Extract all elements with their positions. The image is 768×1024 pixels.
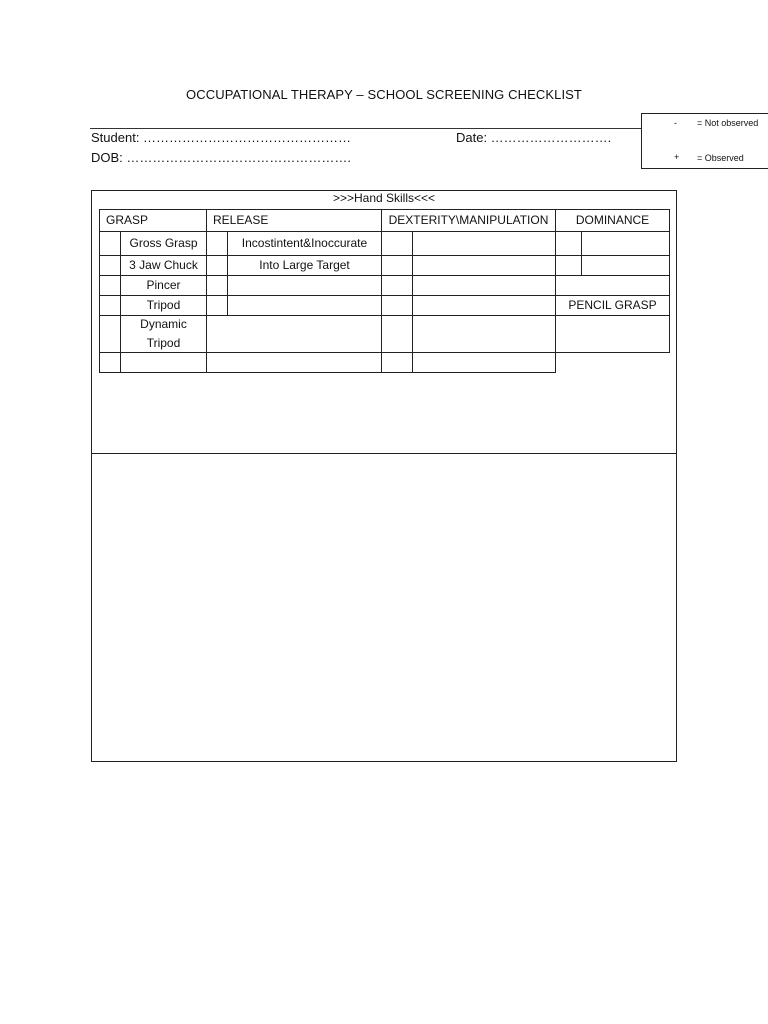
release-checkbox[interactable] <box>206 255 228 276</box>
header-divider <box>90 128 641 129</box>
release-header: RELEASE <box>206 209 382 232</box>
grasp-checkbox[interactable] <box>99 231 121 256</box>
release-checkbox[interactable] <box>206 231 228 256</box>
dob-field[interactable]: DOB: ……………………………………………. <box>91 150 352 165</box>
grasp-item: Tripod <box>120 295 207 316</box>
page-title: OCCUPATIONAL THERAPY – SCHOOL SCREENING CHECKLIST <box>186 87 582 102</box>
observed-symbol: + <box>674 152 680 162</box>
grasp-item: Dynamic Tripod <box>120 315 207 353</box>
dominance-checkbox[interactable] <box>555 255 582 276</box>
release-checkbox[interactable] <box>206 295 228 316</box>
release-item[interactable] <box>206 315 382 353</box>
release-item[interactable] <box>227 275 382 296</box>
student-field[interactable]: Student: ………………………………………… <box>91 130 352 145</box>
release-item[interactable] <box>227 295 382 316</box>
grasp-item: 3 Jaw Chuck <box>120 255 207 276</box>
pencil-grasp-header: PENCIL GRASP <box>555 295 670 316</box>
dominance-item[interactable] <box>581 255 670 276</box>
dexterity-item[interactable] <box>412 231 556 256</box>
release-checkbox[interactable] <box>206 275 228 296</box>
dexterity-checkbox[interactable] <box>381 255 413 276</box>
dominance-item[interactable] <box>581 231 670 256</box>
dexterity-item[interactable] <box>412 275 556 296</box>
grasp-checkbox[interactable] <box>99 315 121 353</box>
section-divider <box>91 453 677 454</box>
grasp-item: Pincer <box>120 275 207 296</box>
not-observed-label: = Not observed <box>697 118 759 128</box>
dominance-header: DOMINANCE <box>555 209 670 232</box>
hand-skills-title: >>>Hand Skills<<< <box>332 191 436 205</box>
pencil-grasp-item[interactable] <box>555 315 670 353</box>
grasp-checkbox[interactable] <box>99 295 121 316</box>
dexterity-header: DEXTERITY\MANIPULATION <box>381 209 556 232</box>
dexterity-checkbox[interactable] <box>381 295 413 316</box>
dexterity-item[interactable] <box>412 315 556 353</box>
dexterity-checkbox[interactable] <box>381 275 413 296</box>
grasp-checkbox[interactable] <box>99 275 121 296</box>
observed-label: = Observed <box>697 153 744 163</box>
grasp-item: Gross Grasp <box>120 231 207 256</box>
dexterity-checkbox[interactable] <box>381 231 413 256</box>
dexterity-item[interactable] <box>412 255 556 276</box>
dexterity-checkbox[interactable] <box>381 352 413 373</box>
grasp-checkbox[interactable] <box>99 255 121 276</box>
release-item[interactable] <box>206 352 382 373</box>
dexterity-item[interactable] <box>412 295 556 316</box>
dominance-item[interactable] <box>555 275 670 296</box>
dominance-checkbox[interactable] <box>555 231 582 256</box>
grasp-header: GRASP <box>99 209 207 232</box>
dexterity-checkbox[interactable] <box>381 315 413 353</box>
not-observed-symbol: - <box>674 118 677 128</box>
dexterity-item[interactable] <box>412 352 556 373</box>
legend-box <box>641 113 768 169</box>
grasp-checkbox[interactable] <box>99 352 121 373</box>
release-item: Into Large Target <box>227 255 382 276</box>
grasp-item[interactable] <box>120 352 207 373</box>
release-item: Incostintent&Inoccurate <box>227 231 382 256</box>
date-field[interactable]: Date: ………………………. <box>456 130 612 145</box>
